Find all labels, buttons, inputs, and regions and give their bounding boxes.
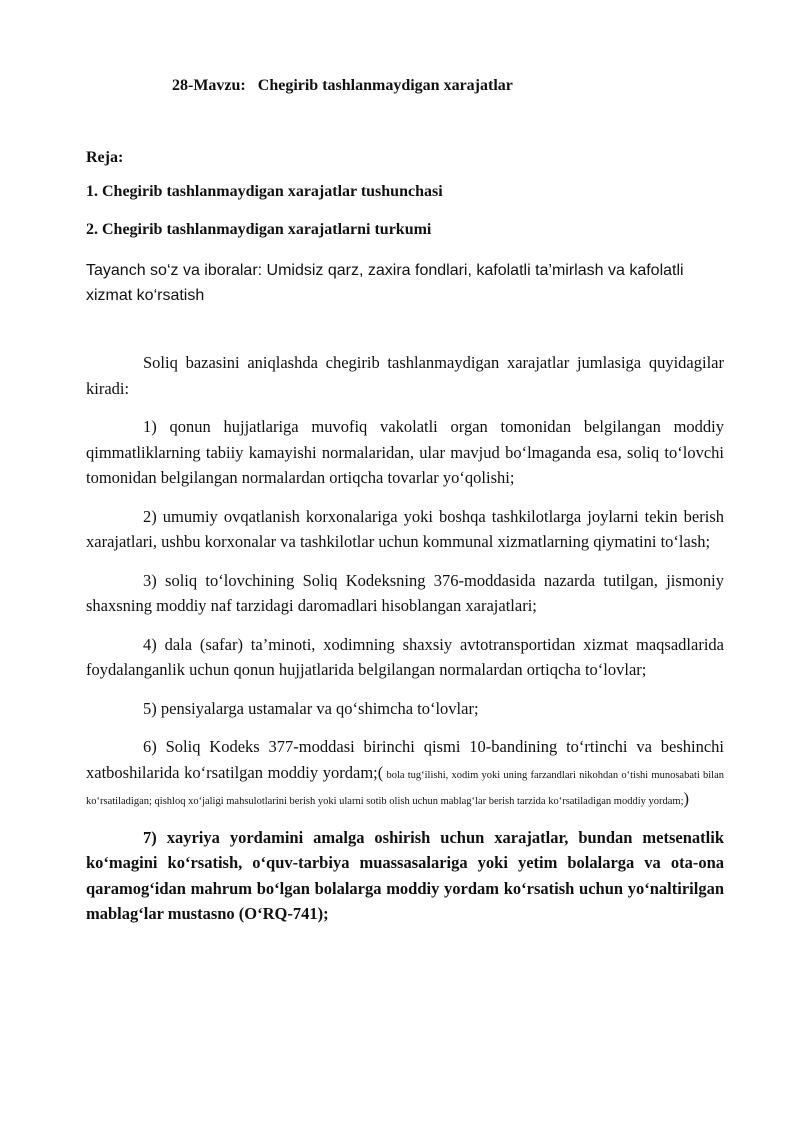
list-item: 1) qonun hujjatlariga muvofiq vakolatli organ tomonidan belgilangan moddiy qimmatliklarning tabiiy kamayishi normalaridan, ular mavjud bo‘lmaganda esa, soliq to‘lovchi tomonidan belgilangan normalardan ortiqcha tovarlar yo‘qolishi;	[86, 417, 724, 487]
list-item: 5) pensiyalarga ustamalar va qo‘shimcha to‘lovlar;	[143, 698, 479, 718]
list-item-7: 7) xayriya yordamini amalga oshirish uchun xarajatlar, bundan metsenatlik ko‘magini ko‘rsatish, o‘quv-tarbiya muassasalariga yoki yetim bolalarga va ota-ona qaramog‘idan mahrum bo‘lgan bolalarga moddiy yordam ko‘rsatish uchun yo‘naltirilgan mablag‘lar mustasno (O‘RQ-741);	[86, 827, 724, 923]
item6-close-paren: )	[683, 788, 690, 808]
body-text	[86, 350, 724, 940]
item6-footnote-text: bola tug‘ilishi, xodim yoki uning farzandlari nikohdan o‘tishi munosabati bilan ko‘rsatiladigan; qishloq xo‘jaligi mahsulotlarini berish yoki ularni sotib olish uchun mablag‘lar berish tarzida ko‘rsatiladigan moddiy yordam;	[86, 769, 724, 807]
list-item: 2) umumiy ovqatlanish korxonalariga yoki boshqa tashkilotlarga joylarni tekin berish xarajatlari, ushbu korxonalar va tashkilotlar uchun kommunal xizmatlarning qiymatini to‘lash;	[86, 506, 724, 551]
plan-label: Reja:	[86, 149, 124, 166]
intro-paragraph: Soliq bazasini aniqlashda chegirib tashlanmaydigan xarajatlar jumlasiga quyidagilar kiradi:	[86, 353, 724, 398]
list-item: 4) dala (safar) ta’minoti, xodimning shaxsiy avtotransportidan xizmat maqsadlarida foydalanganlik uchun qonun hujjatlarida belgilangan normalardan ortiqcha to‘lovlar;	[86, 634, 724, 679]
list-item: 3) soliq to‘lovchining Soliq Kodeksning 376-moddasida nazarda tutilgan, jismoniy shaxsning moddiy naf tarzidagi daromadlari hisoblangan xarajatlari;	[86, 570, 724, 615]
plan-item: 2. Chegirib tashlanmaydigan xarajatlarni turkumi	[86, 221, 432, 238]
plan-item: 1. Chegirib tashlanmaydigan xarajatlar tushunchasi	[86, 183, 443, 200]
keywords-paragraph: Tayanch so‘z va iboralar: Umidsiz qarz, zaxira fondlari, kafolatli ta’mirlash va kafolatli xizmat ko‘rsatish	[86, 262, 684, 304]
item6-main-text: 6) Soliq Kodeks 377-moddasi birinchi qismi 10-bandining to‘rtinchi va beshinchi xatboshilarida ko‘rsatilgan moddiy yordam;(	[86, 737, 724, 782]
list-item-6	[86, 734, 724, 812]
page-title: 28-Mavzu: Chegirib tashlanmaydigan xarajatlar	[172, 77, 513, 94]
